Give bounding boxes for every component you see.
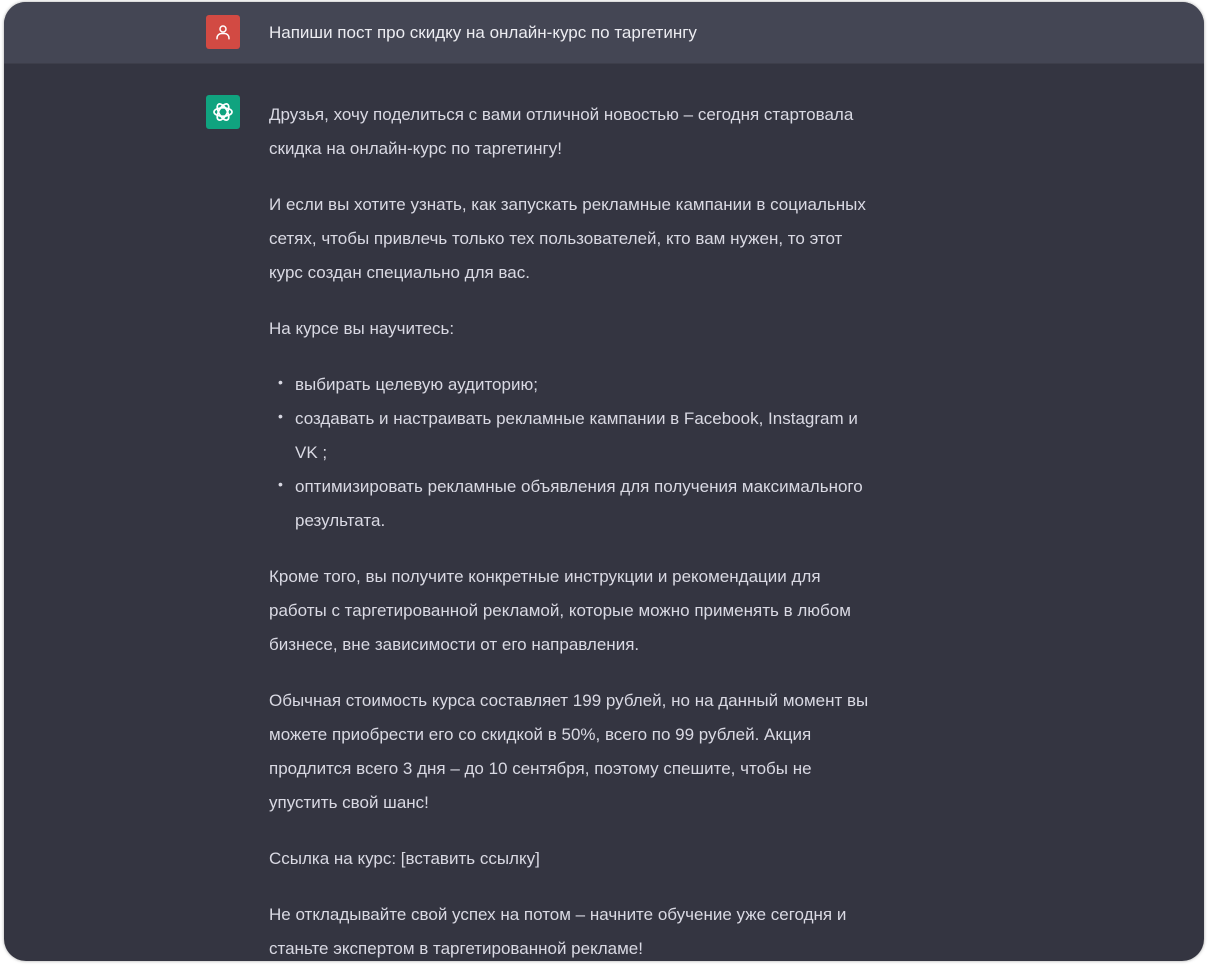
list-item [269, 368, 869, 402]
list-item-text: оптимизировать рекламные объявления для получения максимального результата. [295, 477, 863, 530]
bullet-icon: • [278, 408, 283, 424]
paragraph: Обычная стоимость курса составляет 199 рублей, но на данный момент вы можете приобрести его со скидкой в 50%, всего по 99 рублей. Акция продлится всего 3 дня – до 10 сентября, поэтому спешите, чтобы не упустить свой шанс! [269, 691, 869, 812]
list-item [269, 402, 869, 470]
paragraph: Не откладывайте свой успех на потом – начните обучение уже сегодня и станьте экспертом в таргетированной рекламе! [269, 905, 847, 958]
skills-list [269, 368, 869, 538]
list-item [269, 470, 869, 538]
bullet-icon: • [278, 476, 283, 492]
assistant-message-body [269, 98, 869, 961]
list-item-text: создавать и настраивать рекламные кампании в Facebook, Instagram и VK ; [295, 409, 858, 462]
chat-window [4, 2, 1204, 961]
bullet-icon: • [278, 374, 283, 390]
user-avatar [206, 15, 240, 49]
user-message-row [4, 2, 1204, 64]
paragraph: Ссылка на курс: [вставить ссылку] [269, 849, 540, 868]
paragraph: На курсе вы научитесь: [269, 319, 455, 338]
assistant-avatar [206, 95, 240, 129]
paragraph: И если вы хотите узнать, как запускать рекламные кампании в социальных сетях, чтобы привлечь только тех пользователей, кто вам нужен, то этот курс создан специально для вас. [269, 195, 866, 282]
paragraph: Кроме того, вы получите конкретные инструкции и рекомендации для работы с таргетированной рекламой, которые можно применять в любом бизнесе, вне зависимости от его направления. [269, 567, 851, 654]
user-message-text: Напиши пост про скидку на онлайн-курс по таргетингу [269, 23, 697, 42]
paragraph: Друзья, хочу поделиться с вами отличной новостью – сегодня стартовала скидка на онлайн-курс по таргетингу! [269, 105, 854, 158]
list-item-text: выбирать целевую аудиторию; [295, 375, 538, 394]
openai-logo-icon [211, 100, 235, 124]
user-icon [214, 23, 232, 41]
